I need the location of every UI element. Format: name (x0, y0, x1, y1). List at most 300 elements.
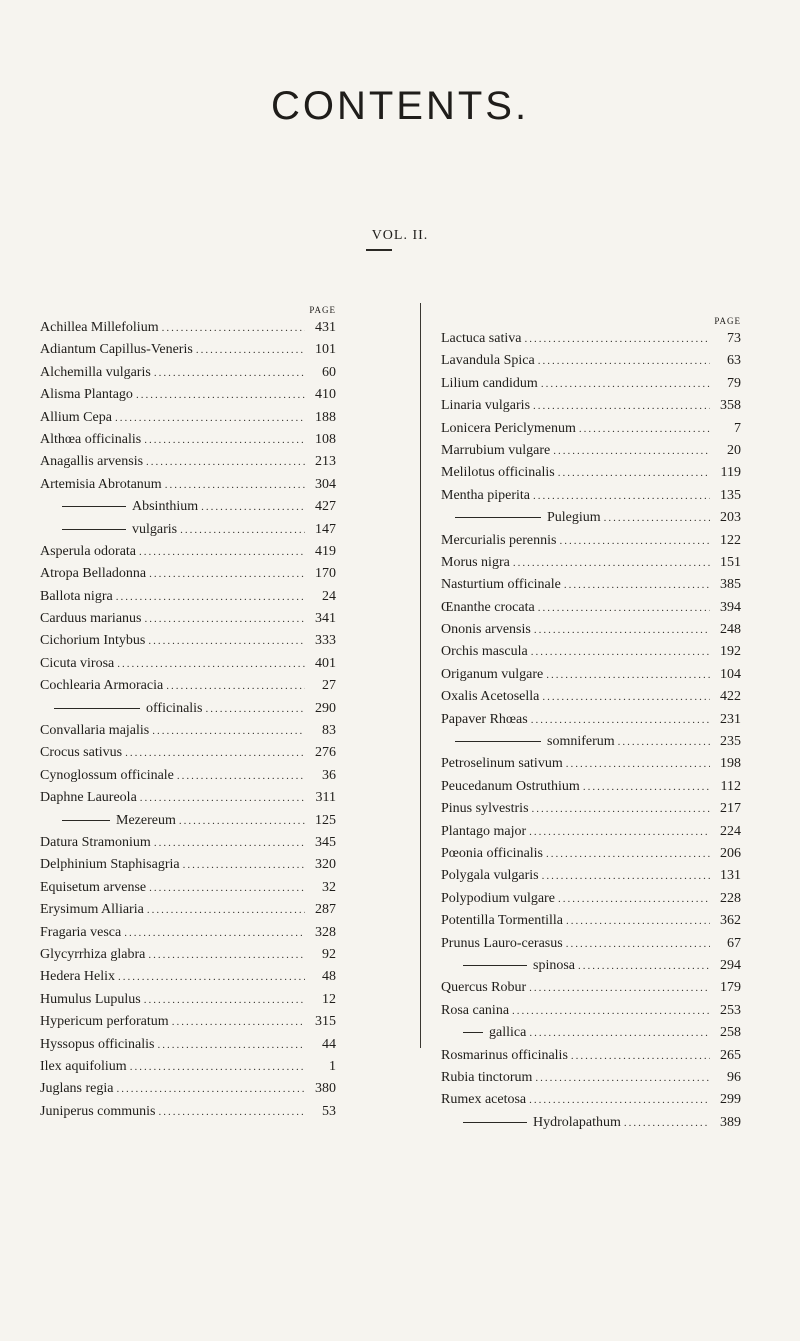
entry-name (40, 384, 133, 406)
entry-name-text: Linaria vulgaris (441, 398, 531, 414)
entry-name (40, 966, 115, 988)
contents-entry (40, 742, 336, 764)
entry-name (441, 485, 530, 507)
entry-page-number: 135 (720, 487, 741, 503)
entry-name (441, 776, 580, 798)
entry-page-number: 188 (315, 409, 336, 425)
entry-page-number: 147 (315, 521, 336, 537)
entry-name (441, 507, 601, 529)
ditto-dash (62, 529, 126, 530)
entry-name (40, 608, 141, 630)
entry-name-text: Quercus Robur (441, 980, 527, 996)
contents-entry (441, 507, 741, 529)
entry-name-text: Petroselinum sativum (441, 756, 563, 772)
entry-page-number: 192 (720, 644, 741, 660)
entry-page-number: 27 (322, 678, 336, 694)
entry-name-text: Œnanthe crocata (441, 599, 535, 615)
contents-entry (40, 362, 336, 384)
entry-name (441, 686, 539, 708)
contents-entry (441, 328, 741, 350)
dot-leader (196, 339, 305, 361)
entry-name-text: Lilium candidum (441, 375, 538, 391)
entry-page-number: 48 (322, 969, 336, 985)
entry-name-text: somniferum (547, 734, 615, 750)
contents-entry (40, 563, 336, 585)
dot-leader (146, 451, 305, 473)
entry-page-number: 32 (322, 879, 336, 895)
entry-page-number: 253 (720, 1002, 741, 1018)
ditto-dash (463, 1032, 483, 1033)
dot-leader (118, 966, 305, 988)
entry-name-text: Allium Cepa (40, 409, 112, 425)
entry-name-text: Fragaria vesca (40, 924, 122, 940)
dot-leader (130, 1056, 305, 1078)
dot-leader (533, 395, 710, 417)
entry-name-text: Glycyrrhiza glabra (40, 946, 146, 962)
contents-entry (40, 1101, 336, 1123)
dot-leader (529, 1022, 710, 1044)
ditto-dash (463, 1122, 527, 1123)
entry-name (40, 541, 136, 563)
dot-leader (566, 753, 710, 775)
entry-page-number: 385 (720, 577, 741, 593)
entry-name (441, 1022, 526, 1044)
contents-column-left (40, 303, 336, 1123)
contents-entry (40, 630, 336, 652)
entry-page-number: 248 (720, 622, 741, 638)
volume-label: VOL. II. (371, 228, 429, 243)
dot-leader (546, 843, 710, 865)
contents-entry (40, 675, 336, 697)
dot-leader (159, 1101, 306, 1123)
contents-entry (441, 619, 741, 641)
dot-leader (179, 810, 305, 832)
entry-name (40, 451, 143, 473)
dot-leader (529, 977, 710, 999)
contents-entry (441, 686, 741, 708)
entry-page-number: 265 (720, 1047, 741, 1063)
entry-page-number: 60 (322, 364, 336, 380)
entry-name-text: Delphinium Staphisagria (40, 857, 180, 873)
entry-page-number: 92 (322, 946, 336, 962)
entry-name-text: vulgaris (132, 521, 178, 537)
dot-leader (136, 384, 305, 406)
contents-entry (40, 720, 336, 742)
entry-name (40, 742, 122, 764)
entry-name (441, 1112, 621, 1134)
entry-name (441, 798, 529, 820)
entry-name (40, 810, 176, 832)
entry-name-text: Althœa officinalis (40, 431, 142, 447)
contents-entry (441, 910, 741, 932)
contents-entry (40, 698, 336, 720)
contents-entry (40, 429, 336, 451)
entry-name (40, 989, 141, 1011)
contents-entry (441, 977, 741, 999)
entry-page-number: 83 (322, 723, 336, 739)
dot-leader (538, 597, 710, 619)
entry-page-number: 333 (315, 633, 336, 649)
dot-leader (154, 362, 305, 384)
page-column-label: PAGE (309, 305, 336, 315)
entry-page-number: 203 (720, 510, 741, 526)
entry-page-number: 258 (720, 1025, 741, 1041)
entry-name-text: Polypodium vulgare (441, 890, 555, 906)
entry-name-text: Marrubium vulgare (441, 442, 551, 458)
entry-name-text: Achillea Millefolium (40, 320, 159, 335)
entry-page-number: 1 (329, 1058, 336, 1074)
entry-page-number: 224 (720, 823, 741, 839)
entry-name (40, 339, 193, 361)
entry-name (40, 720, 149, 742)
dot-leader (566, 910, 710, 932)
entry-name (40, 1011, 169, 1033)
contents-entry (40, 1056, 336, 1078)
entry-name-text: Alchemilla vulgaris (40, 364, 151, 380)
entry-name-text: Cichorium Intybus (40, 633, 146, 649)
entry-name (441, 821, 526, 843)
entry-name-text: Morus nigra (441, 554, 510, 570)
entry-name (441, 1067, 532, 1089)
entry-page-number: 170 (315, 566, 336, 582)
contents-entry (441, 888, 741, 910)
entry-name (441, 955, 575, 977)
entry-name (441, 395, 530, 417)
entry-name-text: Lavandula Spica (441, 353, 535, 369)
entry-name (40, 765, 174, 787)
entry-name (441, 1089, 526, 1111)
dot-leader (579, 418, 710, 440)
entry-page-number: 401 (315, 655, 336, 671)
dot-leader (559, 530, 710, 552)
entry-name-text: Carduus marianus (40, 611, 142, 627)
entry-page-number: 96 (727, 1069, 741, 1085)
entry-page-number: 198 (720, 756, 741, 772)
dot-leader (542, 865, 710, 887)
contents-entry (40, 451, 336, 473)
dot-leader (571, 1045, 710, 1067)
dot-leader (115, 407, 305, 429)
entry-page-number: 108 (315, 431, 336, 447)
entry-name-text: Nasturtium officinale (441, 577, 561, 593)
entry-name-text: officinalis (146, 700, 203, 716)
contents-entry (40, 474, 336, 496)
entry-name-text: Mercurialis perennis (441, 532, 557, 548)
contents-entry (441, 530, 741, 552)
entry-name-text: Rosa canina (441, 1002, 510, 1018)
contents-entry (441, 462, 741, 484)
entry-name (40, 675, 163, 697)
dot-leader (125, 742, 305, 764)
entry-page-number: 125 (315, 812, 336, 828)
entry-name (40, 1056, 127, 1078)
entry-page-number: 287 (315, 902, 336, 918)
ditto-dash (455, 741, 541, 742)
column-divider (420, 303, 421, 1048)
contents-entry (441, 574, 741, 596)
entry-name (441, 1000, 509, 1022)
entry-name (40, 922, 121, 944)
contents-entry (40, 1034, 336, 1056)
entry-name-text: Pœonia officinalis (441, 845, 544, 861)
entry-name-text: Artemisia Abrotanum (40, 476, 162, 492)
entry-name (441, 552, 510, 574)
dot-leader (201, 496, 305, 518)
dot-leader (149, 563, 305, 585)
entry-name (40, 787, 137, 809)
entry-page-number: 104 (720, 666, 741, 682)
contents-entry (441, 1022, 741, 1044)
entry-name (441, 574, 561, 596)
dot-leader (532, 798, 710, 820)
dot-leader (533, 485, 710, 507)
entry-name (40, 429, 141, 451)
entry-name (441, 888, 555, 910)
entry-page-number: 315 (315, 1014, 336, 1030)
dot-leader (177, 765, 305, 787)
dot-leader (624, 1112, 710, 1134)
entry-name (441, 1045, 568, 1067)
dot-leader (149, 877, 305, 899)
dot-leader (531, 641, 710, 663)
entry-page-number: 410 (315, 387, 336, 403)
ditto-dash (54, 708, 140, 709)
entry-name-text: Lactuca sativa (441, 331, 522, 346)
entry-name (441, 440, 550, 462)
contents-entry (441, 798, 741, 820)
entry-name-text: Hypericum perforatum (40, 1014, 169, 1030)
entry-page-number: 394 (720, 599, 741, 615)
dot-leader (165, 474, 305, 496)
contents-entry (441, 1112, 741, 1134)
contents-entry (441, 865, 741, 887)
entry-name-text: Rosmarinus officinalis (441, 1047, 568, 1063)
entry-name (40, 563, 146, 585)
entry-name-text: Ballota nigra (40, 588, 113, 604)
entry-name (441, 731, 615, 753)
dot-leader (535, 1067, 710, 1089)
entry-page-number: 235 (720, 734, 741, 750)
dot-leader (148, 944, 305, 966)
contents-entry (40, 1011, 336, 1033)
entry-page-number: 231 (720, 711, 741, 727)
entry-name (441, 619, 531, 641)
dot-leader (529, 1089, 710, 1111)
entry-name-text: Absinthium (132, 499, 199, 515)
entry-page-number: 431 (315, 320, 336, 335)
ditto-dash (62, 506, 126, 507)
dot-leader (154, 832, 305, 854)
entry-name (441, 641, 528, 663)
ditto-dash (62, 820, 110, 821)
dot-leader (604, 507, 710, 529)
entry-page-number: 427 (315, 499, 336, 515)
contents-entry (40, 944, 336, 966)
entry-page-number: 151 (720, 554, 741, 570)
entry-name (441, 462, 555, 484)
ditto-dash (455, 517, 541, 518)
entry-name-text: Atropa Belladonna (40, 566, 147, 582)
entry-page-number: 20 (727, 442, 741, 458)
dot-leader (148, 630, 305, 652)
contents-entry (40, 1078, 336, 1100)
entry-name-text: Polygala vulgaris (441, 868, 539, 884)
entry-page-number: 276 (315, 745, 336, 761)
entry-name-text: Melilotus officinalis (441, 465, 555, 481)
entry-name-text: Asperula odorata (40, 543, 137, 559)
contents-entry (40, 899, 336, 921)
dot-leader (553, 440, 710, 462)
entry-name-text: Humulus Lupulus (40, 991, 141, 1007)
entry-name-text: Orchis mascula (441, 644, 528, 660)
entry-page-number: 290 (315, 700, 336, 716)
entry-page-number: 63 (727, 353, 741, 369)
entry-name (40, 474, 162, 496)
entry-page-number: 179 (720, 980, 741, 996)
entry-page-number: 79 (727, 375, 741, 391)
dot-leader (513, 552, 710, 574)
entry-name-text: Lonicera Periclymenum (441, 420, 576, 436)
contents-entry (40, 541, 336, 563)
entry-name-text: Origanum vulgare (441, 666, 544, 682)
entry-name (40, 698, 203, 720)
contents-entry (40, 877, 336, 899)
entry-page-number: 299 (720, 1092, 741, 1108)
entry-name (40, 944, 145, 966)
entry-name (40, 653, 114, 675)
entry-page-number: 419 (315, 543, 336, 559)
contents-entry (441, 1000, 741, 1022)
dot-leader (124, 922, 305, 944)
dot-leader (524, 328, 710, 350)
contents-column-right (441, 314, 741, 1134)
entry-page-number: 7 (734, 420, 741, 436)
entry-name-text: Hydrolapathum (533, 1114, 621, 1130)
entry-name (441, 865, 539, 887)
entry-name-text: Plantago major (441, 823, 527, 839)
entry-page-number: 311 (315, 790, 336, 806)
entry-name (441, 977, 526, 999)
contents-entry (40, 765, 336, 787)
dot-leader (583, 776, 710, 798)
contents-entry (441, 955, 741, 977)
contents-entry (40, 989, 336, 1011)
entry-name (441, 910, 563, 932)
dot-leader (538, 350, 710, 372)
entry-name-text: Rumex acetosa (441, 1092, 527, 1108)
contents-entry (40, 608, 336, 630)
entry-name-text: Rubia tinctorum (441, 1069, 533, 1085)
entry-list-right (441, 328, 741, 1134)
entry-page-number: 101 (315, 342, 336, 358)
entry-name-text: Datura Stramonium (40, 834, 151, 850)
dot-leader (157, 1034, 305, 1056)
contents-entry (441, 709, 741, 731)
entry-name-text: Ononis arvensis (441, 622, 531, 638)
entry-name (441, 350, 535, 372)
entry-page-number: 73 (727, 331, 741, 346)
contents-entry (441, 552, 741, 574)
entry-name-text: Peucedanum Ostruthium (441, 778, 580, 794)
entry-name-text: Mezereum (116, 812, 176, 828)
contents-entry (441, 373, 741, 395)
entry-name-text: Pulegium (547, 510, 601, 526)
dot-leader (546, 664, 710, 686)
dot-leader (512, 1000, 710, 1022)
entry-page-number: 206 (720, 845, 741, 861)
dot-leader (139, 541, 305, 563)
contents-entry (441, 1089, 741, 1111)
entry-name-text: Adiantum Capillus-Veneris (40, 342, 193, 358)
dot-leader (529, 821, 710, 843)
contents-entry (441, 933, 741, 955)
contents-entry (441, 664, 741, 686)
entry-page-number: 119 (720, 465, 741, 481)
entry-name (40, 854, 180, 876)
contents-entry (40, 922, 336, 944)
entry-name (441, 373, 538, 395)
entry-name (441, 530, 556, 552)
entry-page-number: 328 (315, 924, 336, 940)
entry-page-number: 422 (720, 689, 741, 705)
page-title: CONTENTS. (270, 84, 530, 128)
dot-leader (558, 888, 710, 910)
entry-page-number: 362 (720, 913, 741, 929)
contents-entry (441, 1045, 741, 1067)
contents-entry (40, 586, 336, 608)
entry-name (441, 933, 563, 955)
entry-name (40, 899, 144, 921)
entry-page-number: 294 (720, 957, 741, 973)
entry-page-number: 53 (322, 1103, 336, 1119)
entry-name (40, 586, 113, 608)
entry-name-text: Erysimum Alliaria (40, 902, 144, 918)
dot-leader (541, 373, 710, 395)
page-column-label: PAGE (714, 316, 741, 326)
entry-name (40, 362, 151, 384)
contents-entry (441, 731, 741, 753)
entry-name-text: Mentha piperita (441, 487, 531, 503)
dot-leader (578, 955, 710, 977)
contents-entry (441, 485, 741, 507)
entry-name-text: Hedera Helix (40, 969, 116, 985)
entry-name-text: Convallaria majalis (40, 723, 150, 739)
entry-name (441, 664, 543, 686)
contents-entry (40, 339, 336, 361)
dot-leader (162, 317, 305, 339)
entry-name-text: Hyssopus officinalis (40, 1036, 155, 1052)
entry-name (40, 496, 198, 518)
entry-page-number: 304 (315, 476, 336, 492)
dot-leader (140, 787, 305, 809)
dot-leader (152, 720, 305, 742)
contents-entry (441, 641, 741, 663)
dot-leader (206, 698, 305, 720)
entry-name (40, 519, 177, 541)
entry-name-text: Ilex aquifolium (40, 1058, 127, 1074)
contents-entry (441, 350, 741, 372)
dot-leader (117, 653, 305, 675)
dot-leader (183, 854, 305, 876)
entry-page-number: 122 (720, 532, 741, 548)
entry-name-text: Crocus sativus (40, 745, 123, 761)
dot-leader (166, 675, 305, 697)
entry-name (40, 877, 146, 899)
entry-name-text: gallica (489, 1025, 527, 1041)
dot-leader (566, 933, 710, 955)
entry-name-text: Daphne Laureola (40, 790, 137, 806)
entry-name (441, 597, 535, 619)
